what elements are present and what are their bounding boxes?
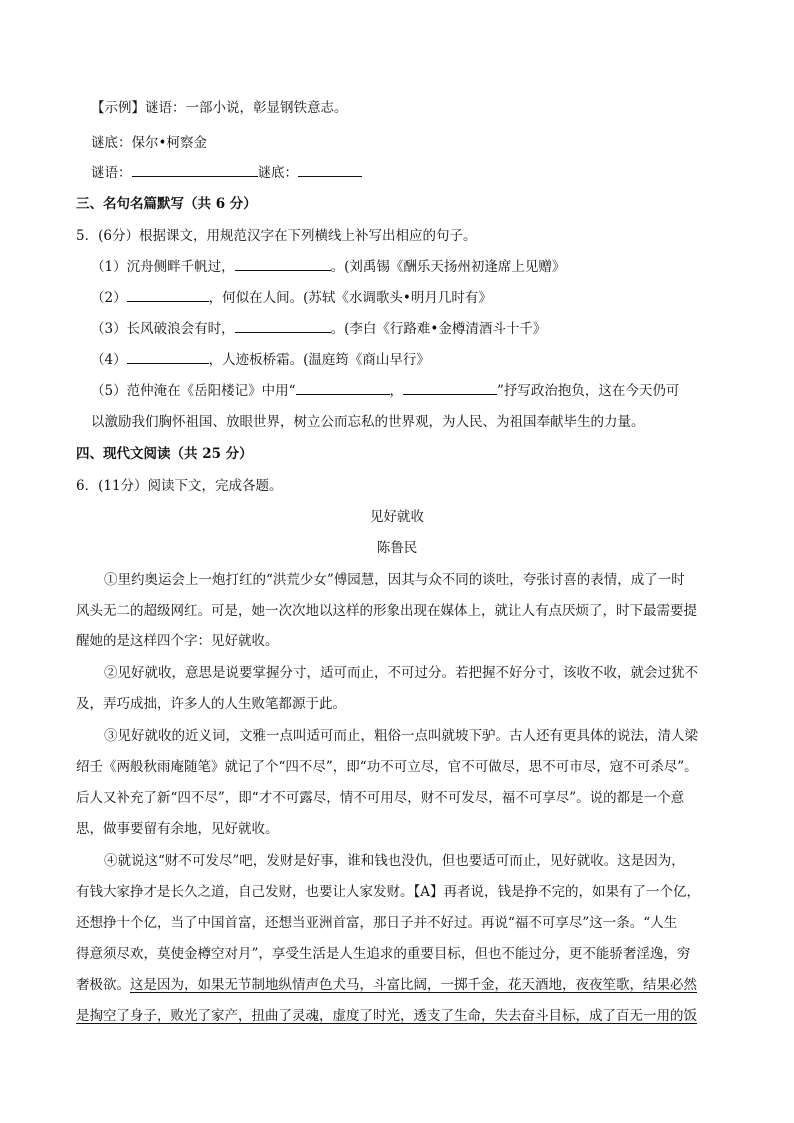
q5-item-5-continued: 以激励我们胸怀祖国、放眼世界，树立公而忘私的世界观，为人民、为祖国奉献毕生的力量。	[91, 414, 645, 430]
riddle-example-answer: 谜底：保尔•柯察金	[91, 135, 207, 151]
riddle-prompt: 谜语：	[91, 165, 132, 181]
riddle-example: 【示例】谜语：一部小说，彰显钢铁意志。	[91, 100, 348, 116]
paragraph-1-line-1: ①里约奥运会上一炮打红的“洪荒少女”傅园慧，因其与众不同的谈吐，夸张讨喜的表情，成了一时	[104, 572, 685, 588]
paragraph-1-line-3: 醒她的是这样四个字：见好就收。	[76, 633, 279, 649]
paragraph-3-line-4: 思，做事要留有余地，见好就收。	[76, 821, 279, 837]
q5-item-3-post: 。(李白《行路难•金樽清酒斗十千》	[330, 321, 547, 337]
q5-item-2-blank[interactable]	[127, 289, 209, 302]
paragraph-3-line-3: 后人又补充了新“四不尽”，即“才不可露尽，情不可用尽，财不可发尽，福不可享尽”。说的都是一个意	[76, 790, 685, 806]
paragraph-4-line-5-plain: 奢极欲。	[76, 977, 130, 993]
paragraph-4-line-3: 还想挣十个亿，当了中国首富，还想当亚洲首富，那日子并不好过。再说“福不可享尽”这一条。“人生	[76, 915, 678, 931]
paragraph-1-line-2: 风头无二的超级网红。可是，她一次次地以这样的形象出现在媒体上，就让人有点厌烦了，时下最需要提	[76, 603, 697, 619]
q5-item-3-blank[interactable]	[235, 320, 331, 333]
q5-item-1-pre: （1）沉舟侧畔千帆过，	[91, 259, 235, 275]
riddle-fill-line	[91, 164, 362, 182]
paragraph-4-line-2: 有钱大家挣才是长久之道，自己发财，也要让人家发财。【A】再者说，钱是挣不完的，如果有了一个亿，	[76, 884, 700, 900]
q5-item-5-post: ”抒写政治抱负，这在今天仍可	[497, 383, 680, 399]
answer-blank[interactable]	[298, 164, 362, 177]
underlined-sentence-start: 这是因为，如果无节制地纵情声色犬马，斗富比阔，一掷千金，花天酒地，夜夜笙歌，结果必然	[130, 977, 697, 993]
question-5-intro: 5．(6分）根据课文，用规范汉字在下列横线上补写出相应的句子。	[76, 228, 477, 244]
q5-item-1-post: 。(刘禹锡《酬乐天扬州初逢席上见赠》	[330, 259, 566, 275]
q5-item-1-blank[interactable]	[235, 258, 331, 271]
q5-item-3-pre: （3）长风破浪会有时，	[91, 321, 235, 337]
paragraph-2-line-1: ②见好就收，意思是说要掌握分寸，适可而止，不可过分。若把握不好分寸，该收不收，就会过犹不	[104, 665, 698, 681]
q5-item-5	[91, 382, 679, 400]
q5-item-3	[91, 320, 546, 338]
paragraph-4-line-6: 是掏空了身子，败光了家产，扭曲了灵魂，虚度了时光，透支了生命，失去奋斗目标，成了百无一用的饭	[76, 1008, 697, 1024]
q5-item-5-mid: ，	[389, 383, 403, 399]
paragraph-4-line-4: 得意须尽欢，莫使金樽空对月”，享受生活是人生追求的重要目标，但也不能过分，更不能骄奢淫逸，穷	[76, 946, 691, 962]
q5-item-5-blank-b[interactable]	[403, 382, 497, 395]
paragraph-3-line-1: ③见好就收的近义词，文雅一点叫适可而止，粗俗一点叫就坡下驴。古人还有更具体的说法，清人梁	[104, 728, 698, 744]
q5-item-5-pre: （5）范仲淹在《岳阳楼记》中用“	[91, 383, 296, 399]
q5-item-2-post: ，何似在人间。(苏轼《水调歌头•明月几时有》	[208, 290, 492, 306]
q5-item-4-blank[interactable]	[127, 351, 209, 364]
q5-item-4-pre: （4）	[91, 352, 127, 368]
paragraph-4-line-5	[76, 976, 697, 994]
answer-prompt: 谜底：	[257, 165, 298, 181]
paragraph-3-line-2: 绍壬《两般秋雨庵随笔》就记了个“四不尽”，即“功不可立尽，官不可做尽，思不可市尽，寇不可杀尽”。	[76, 759, 698, 775]
paragraph-4-line-1: ④就说这“财不可发尽”吧，发财是好事，谁和钱也没仇，但也要适可而止，见好就收。这是因为，	[104, 853, 685, 869]
paragraph-2-line-2: 及，弄巧成拙，许多人的人生败笔都源于此。	[76, 696, 346, 712]
riddle-blank[interactable]	[132, 164, 258, 177]
section-3-heading: 三、名句名篇默写（共 6 分）	[76, 196, 257, 212]
article-title: 见好就收	[370, 509, 424, 525]
question-6-intro: 6．(11分）阅读下文，完成各题。	[76, 478, 283, 494]
q5-item-2	[91, 289, 492, 307]
q5-item-2-pre: （2）	[91, 290, 127, 306]
q5-item-4-post: ，人迹板桥霜。(温庭筠《商山早行》	[208, 352, 430, 368]
q5-item-1	[91, 258, 565, 276]
q5-item-4	[91, 351, 430, 369]
q5-item-5-blank-a[interactable]	[296, 382, 390, 395]
article-author: 陈鲁民	[376, 540, 418, 556]
section-4-heading: 四、现代文阅读（共 25 分）	[76, 446, 253, 462]
